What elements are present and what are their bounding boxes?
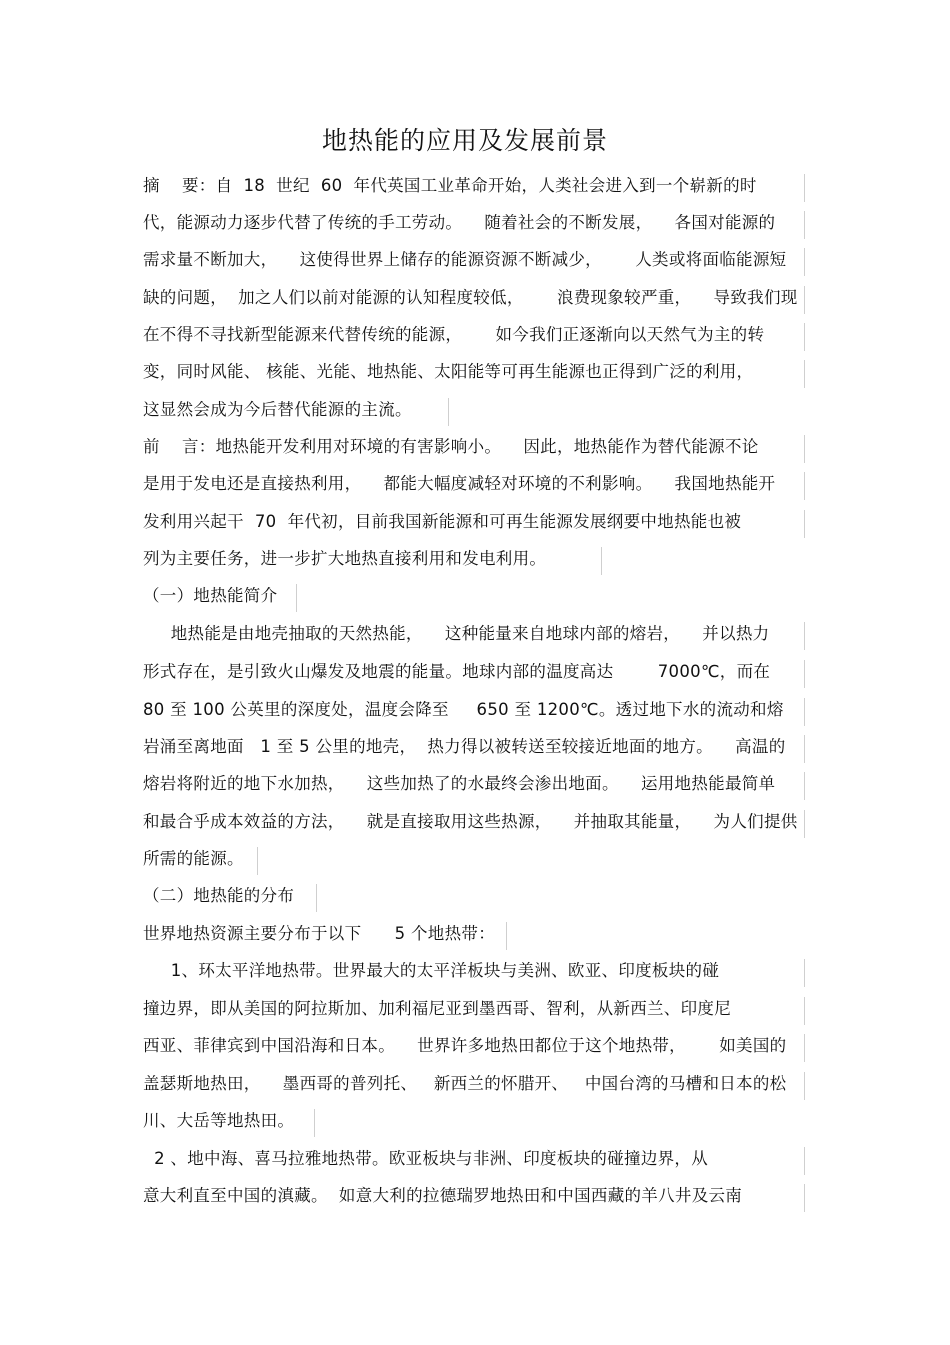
paragraph-line: 2 、地中海、喜马拉雅地热带。欧亚板块与非洲、印度板块的碰撞边界，从 <box>143 1149 709 1168</box>
abstract-line: 这显然会成为今后替代能源的主流。 <box>143 400 412 419</box>
paragraph-line: 西亚、菲律宾到中国沿海和日本。 世界许多地热田都位于这个地热带， 如美国的 <box>143 1036 787 1055</box>
paragraph-line: 1、环太平洋地热带。世界最大的太平洋板块与美洲、欧亚、印度板块的碰 <box>143 961 720 980</box>
scan-line-mark <box>804 472 805 500</box>
paragraph-line: 地热能是由地壳抽取的天然热能， 这种能量来自地球内部的熔岩， 并以热力 <box>143 624 770 643</box>
paragraph-line: 撞边界，即从美国的阿拉斯加、加利福尼亚到墨西哥、智利，从新西兰、印度尼 <box>143 999 731 1018</box>
abstract-line: 摘 要：自 18 世纪 60 年代英国工业革命开始，人类社会进入到一个崭新的时 <box>143 176 757 195</box>
preface-line: 前 言：地热能开发利用对环境的有害影响小。 因此，地热能作为替代能源不论 <box>143 437 759 456</box>
paragraph-line: 世界地热资源主要分布于以下 5 个地热带： <box>143 924 496 943</box>
paragraph-line: 80 至 100 公英里的深度处，温度会降至 650 至 1200℃。透过地下水的流动和熔 <box>143 700 784 719</box>
abstract-line: 代，能源动力逐步代替了传统的手工劳动。 随着社会的不断发展， 各国对能源的 <box>143 213 776 232</box>
scan-line-mark <box>257 847 258 875</box>
scan-line-mark <box>804 622 805 650</box>
abstract-line: 缺的问题， 加之人们以前对能源的认知程度较低， 浪费现象较严重， 导致我们现 <box>143 288 798 307</box>
scan-line-mark <box>804 772 805 800</box>
paragraph-line: 形式存在，是引致火山爆发及地震的能量。地球内部的温度高达 7000℃，而在 <box>143 662 771 681</box>
paragraph-line: 岩涌至离地面 1 至 5 公里的地壳， 热力得以被转送至较接近地面的地方。 高温的 <box>143 737 786 756</box>
scan-line-mark <box>804 735 805 763</box>
abstract-line: 变，同时风能、 核能、光能、地热能、太阳能等可再生能源也正得到广泛的利用， <box>143 362 754 381</box>
scan-line-mark <box>804 810 805 838</box>
scan-line-mark <box>296 584 297 612</box>
paragraph-line: 和最合乎成本效益的方法， 就是直接取用这些热源， 并抽取其能量， 为人们提供 <box>143 812 798 831</box>
scan-line-mark <box>804 959 805 987</box>
paragraph-line: 意大利直至中国的滇藏。 如意大利的拉德瑞罗地热田和中国西藏的羊八井及云南 <box>143 1186 743 1205</box>
scan-line-mark <box>804 286 805 314</box>
section-heading: （二）地热能的分布 <box>143 886 295 905</box>
paragraph-line: 熔岩将附近的地下水加热， 这些加热了的水最终会渗出地面。 运用地热能最简单 <box>143 774 776 793</box>
scan-line-mark <box>804 211 805 239</box>
preface-line: 列为主要任务，进一步扩大地热直接利用和发电利用。 <box>143 549 547 568</box>
scan-line-mark <box>804 248 805 276</box>
scan-line-mark <box>804 660 805 688</box>
scan-line-mark <box>804 1147 805 1175</box>
scan-line-mark <box>804 1184 805 1212</box>
scan-line-mark <box>804 1034 805 1062</box>
scan-line-mark <box>448 398 449 426</box>
paragraph-line: 川、大岳等地热田。 <box>143 1111 295 1130</box>
scan-line-mark <box>316 884 317 912</box>
preface-line: 发利用兴起干 70 年代初，目前我国新能源和可再生能源发展纲要中地热能也被 <box>143 512 742 531</box>
abstract-line: 在不得不寻找新型能源来代替传统的能源， 如今我们正逐渐向以天然气为主的转 <box>143 325 765 344</box>
scan-line-mark <box>804 698 805 726</box>
abstract-line: 需求量不断加大， 这使得世界上储存的能源资源不断减少， 人类或将面临能源短 <box>143 250 787 269</box>
section-heading: （一）地热能简介 <box>143 586 278 605</box>
scan-line-mark <box>804 435 805 463</box>
scan-line-mark <box>804 997 805 1025</box>
scan-line-mark <box>804 323 805 351</box>
paragraph-line: 盖瑟斯地热田， 墨西哥的普列托、 新西兰的怀腊开、 中国台湾的马槽和日本的松 <box>143 1074 787 1093</box>
scan-line-mark <box>314 1109 315 1137</box>
paragraph-line: 所需的能源。 <box>143 849 244 868</box>
scan-line-mark <box>804 1072 805 1100</box>
page-title: 地热能的应用及发展前景 <box>321 126 608 155</box>
scan-line-mark <box>601 547 602 575</box>
preface-line: 是用于发电还是直接热利用， 都能大幅度减轻对环境的不利影响。 我国地热能开 <box>143 474 776 493</box>
scan-line-mark <box>804 174 805 202</box>
scan-line-mark <box>804 510 805 538</box>
scan-line-mark <box>804 360 805 388</box>
scan-line-mark <box>506 922 507 950</box>
